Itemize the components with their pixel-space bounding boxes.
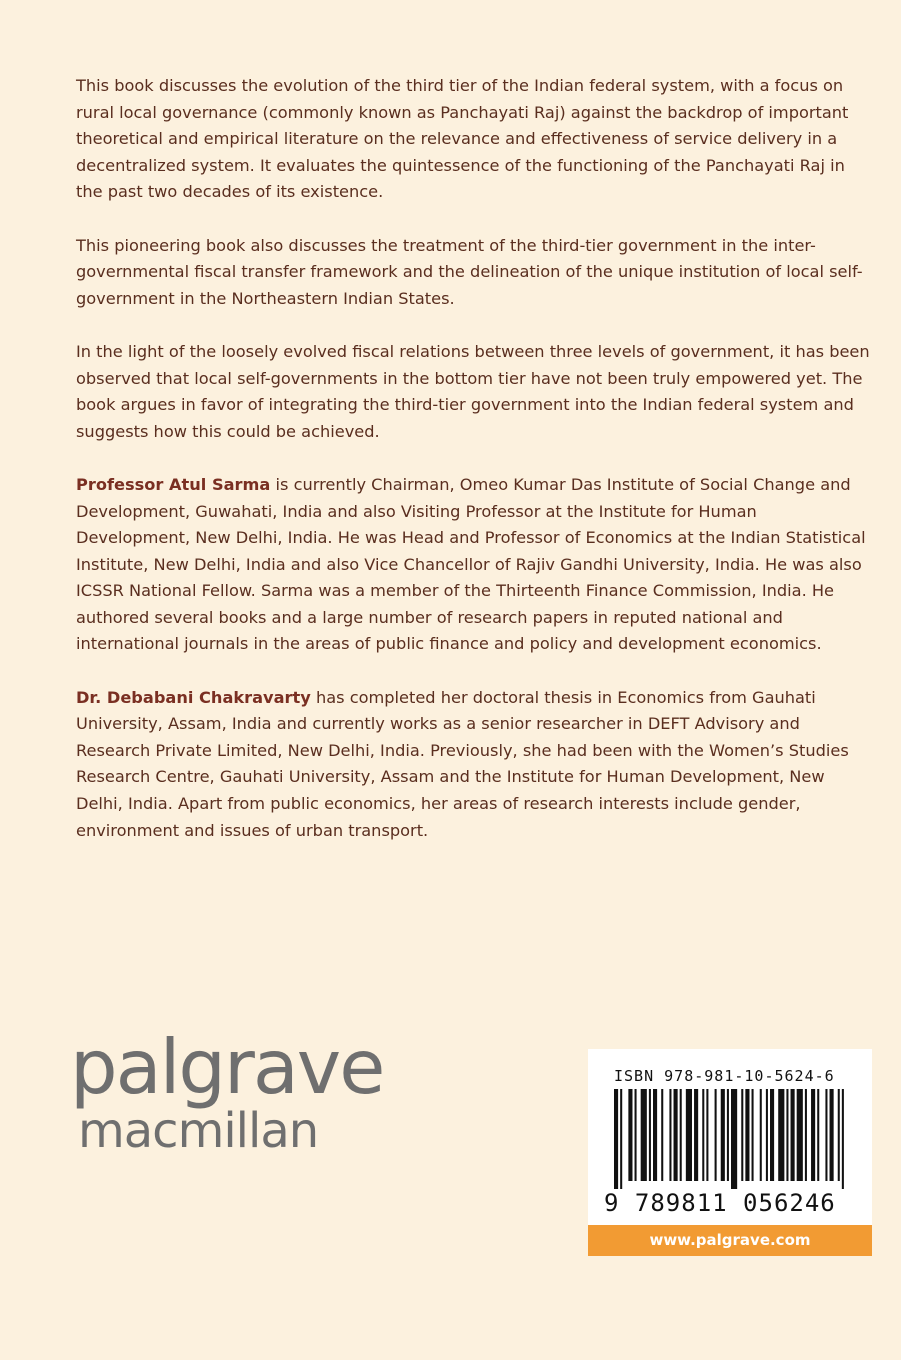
barcode-bar [766,1089,768,1181]
barcode-bar [694,1089,698,1181]
barcode-bar [649,1089,651,1181]
barcode-bar [786,1089,788,1181]
barcode-bar [614,1089,618,1189]
publisher-logo [70,1023,384,1159]
author-name-2: Dr. Debabani Chakravarty [76,687,311,707]
barcode-bar [721,1089,725,1181]
isbn-barcode-box [588,1049,872,1225]
barcode-bar [825,1089,827,1181]
barcode-bar [661,1089,663,1181]
barcode-bar [628,1089,632,1181]
barcode-bar [797,1089,803,1181]
barcode-bar [752,1089,754,1181]
description-paragraph-3: In the light of the loosely evolved fiscal relations between three levels of government, it has been observed that local self-governments in the bottom tier have not been truly empowered yet. The book argues in favor of integrating the third-tier government into the Indian federal system and suggests how this could be achieved. [76,341,870,441]
barcode-bar [811,1089,815,1181]
barcode-bar [635,1089,637,1181]
website-link[interactable]: www.palgrave.com [588,1225,872,1256]
barcode-bar [702,1089,704,1181]
author-bio-text-2: has completed her doctoral thesis in Economics from Gauhati University, Assam, India and currently works as a senior researcher in DEFT Advisory and Research Private Limited, New Delhi, India. Previously, she had been with the Women’s Studies Research Centre, Gauhati University, Assam and the Institute for Human Development, New Delhi, India. Apart from public economics, her areas of research interests include gender, environment and issues of urban transport. [76,687,849,840]
barcode-bar [641,1089,647,1181]
publisher-logo-line2: macmillan [78,1103,319,1159]
author-name-1: Professor Atul Sarma [76,474,271,494]
description-paragraph-2: This pioneering book also discusses the treatment of the third-tier government in the inter-governmental fiscal transfer framework and the delineation of the unique institution of local self-government in the Northeastern Indian States. [76,235,863,308]
isbn-label: ISBN 978-981-10-5624-6 [614,1067,835,1085]
barcode-bar [674,1089,678,1181]
barcode-bar [745,1089,749,1181]
barcode-bar [830,1089,834,1181]
barcode-icon [614,1089,848,1189]
author-bio-text-1: is currently Chairman, Omeo Kumar Das Institute of Social Change and Development, Guwahati, India and also Visiting Professor at the Institute for Human Development, New Delhi, India. He was Head and Professor of Economics at the Indian Statistical Institute, New Delhi, India and also Vice Chancellor of Rajiv Gandhi University, India. He was also ICSSR National Fellow. Sarma was a member of the Thirteenth Finance Commission, India. He authored several books and a large number of research papers in reputed national and international journals in the areas of public finance and policy and development economics. [76,474,866,654]
barcode-bar [760,1089,762,1181]
author-bio-2 [76,685,876,845]
barcode-bar [791,1089,795,1181]
barcode-bar [669,1089,671,1181]
barcode-bar [741,1089,743,1181]
barcode-bar [680,1089,682,1181]
publisher-logo-line1: palgrave [70,1023,384,1111]
barcode-bar [842,1089,844,1189]
barcode-bar [715,1089,717,1181]
barcode-bar [653,1089,657,1181]
back-cover-blurb [76,73,876,871]
barcode-bar [817,1089,819,1181]
barcode-digits: 9 789811 056246 [604,1189,836,1217]
barcode-bar [770,1089,774,1181]
barcode-bar [706,1089,708,1181]
barcode-bar [778,1089,784,1181]
barcode-bar [731,1089,737,1189]
barcode-bar [727,1089,729,1181]
barcode-bar [620,1089,622,1189]
description-paragraph-1: This book discusses the evolution of the third tier of the Indian federal system, with a focus on rural local governance (commonly known as Panchayati Raj) against the backdrop of important theoretical and empirical literature on the relevance and effectiveness of service delivery in a decentralized system. It evaluates the quintessence of the functioning of the Panchayati Raj in the past two decades of its existence. [76,76,849,202]
author-bio-1 [76,472,876,658]
barcode-bar [838,1089,840,1181]
barcode-bar [805,1089,807,1181]
barcode-bar [686,1089,692,1181]
